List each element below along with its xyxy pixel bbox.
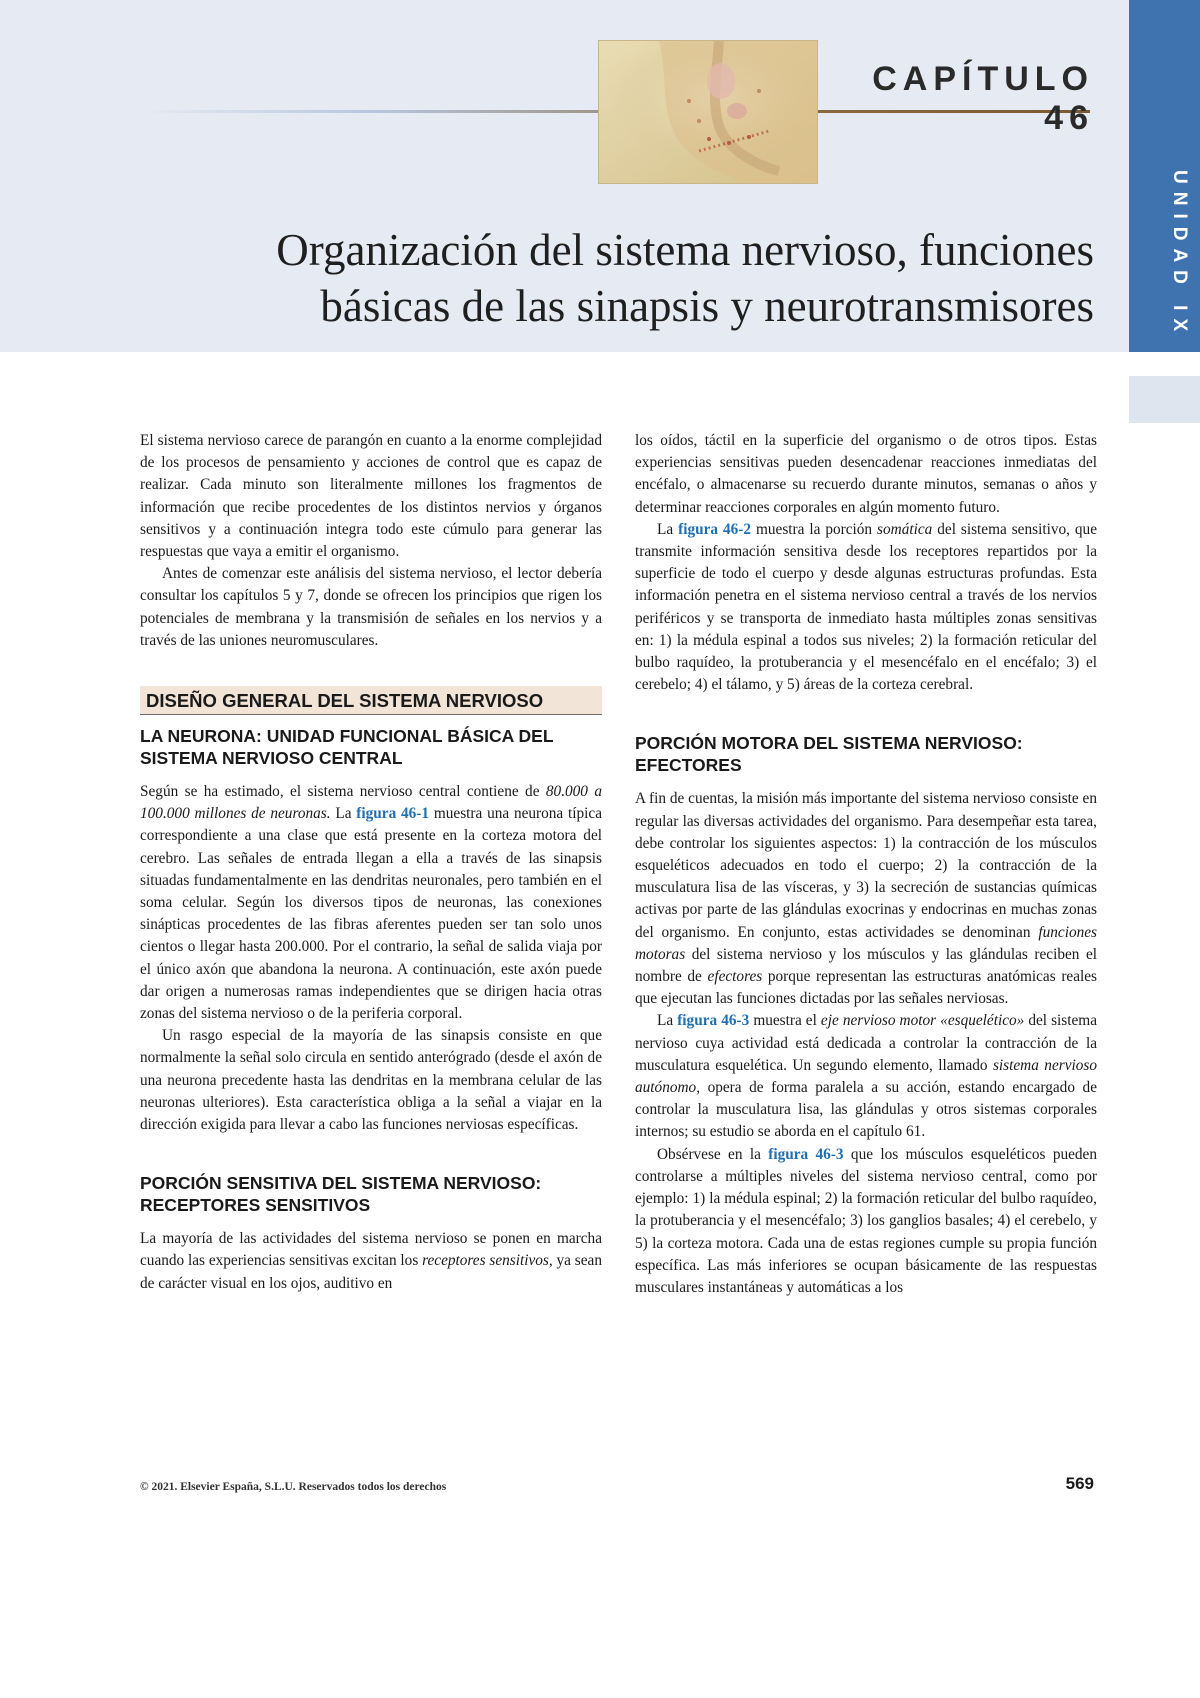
chapter-title-line1: Organización del sistema nervioso, funciones <box>276 225 1094 275</box>
text-run: La mayoría de las actividades del sistema nervioso se ponen en marcha cuando las experiencias sensitivas excitan los <box>140 1230 602 1270</box>
motora-paragraph-3 <box>635 1144 1097 1299</box>
synapse-illustration <box>599 41 817 183</box>
text-run: muestra la porción <box>751 520 878 538</box>
unit-tab-label: UNIDAD IX <box>1169 170 1190 340</box>
chapter-title <box>160 222 1094 334</box>
motora-paragraph-1 <box>635 788 1097 1010</box>
chapter-number: CAPÍTULO 46 <box>872 60 1094 137</box>
motora-paragraph-2 <box>635 1010 1097 1143</box>
subsection-heading-neurona: LA NEURONA: UNIDAD FUNCIONAL BÁSICA DEL SISTEMA NERVIOSO CENTRAL <box>140 726 554 769</box>
text-run: del sistema sensitivo, que transmite información sensitiva desde los receptores repartidos por la superficie de todo el cuerpo y desde algunas estructuras profundas. Esta información penetra en el sistema nervioso central a través de los nervios periféricos y se transporta de inmediato hasta múltiples zonas sensitivas en: 1) la médula espinal a todos sus niveles; 2) la formación reticular del bulbo raquídeo, la protuberancia y el mesencéfalo en el encéfalo; 3) el cerebelo; 4) el tálamo, y 5) áreas de la corteza cerebral. <box>635 520 1097 694</box>
text-run: La <box>330 805 357 823</box>
chapter-illustration <box>598 40 818 184</box>
text-run: porque representan las estructuras anatómicas reales que ejecutan las funciones dictadas por las señales nerviosas. <box>635 968 1097 1008</box>
chapter-title-line2: básicas de las sinapsis y neurotransmisores <box>320 281 1094 331</box>
page-number: 569 <box>1065 1474 1094 1493</box>
emphasis-text: eje nervioso motor «esquelético» <box>820 1012 1025 1030</box>
text-run: La <box>657 520 679 538</box>
figure-link-46-1[interactable]: figura 46-1 <box>356 805 430 823</box>
text-run: Según se ha estimado, el sistema nervioso central contiene de <box>140 783 546 801</box>
left-column <box>140 430 602 1295</box>
text-run: A fin de cuentas, la misión más importante del sistema nervioso consiste en regular las diversas actividades del organismo. Para desempeñar esta tarea, debe controlar los siguientes aspectos: 1) la contracción de los músculos esqueléticos adecuados en todo el cuerpo; 2) la contracción de la musculatura lisa de las vísceras, y 3) la secreción de sustancias químicas activas por parte de las glándulas exocrinas y endocrinas en muchas zonas del organismo. En conjunto, estas actividades se denominan <box>635 790 1097 941</box>
right-column <box>635 430 1097 1299</box>
sensitiva-paragraph-1 <box>140 1228 602 1295</box>
text-run: del sistema nervioso cuya actividad está dedicada a controlar la contracción de la musculatura esquelética. Un segundo elemento, llamado <box>635 1012 1097 1074</box>
figure-link-46-2[interactable]: figura 46-2 <box>678 520 752 538</box>
intro-paragraph-2: Antes de comenzar este análisis del sistema nervioso, el lector debería consultar los capítulos 5 y 7, donde se ofrecen los principios que rigen los potenciales de membrana y la transmisión de señales en los nervios y a través de las uniones neuromusculares. <box>140 565 602 649</box>
emphasis-text: 80.000 a 100.000 millones de neuronas. <box>140 783 602 823</box>
text-run: ya sean de carácter visual en los ojos, auditivo en <box>140 1252 602 1292</box>
sensitiva-paragraph-continued: los oídos, táctil en la superficie del organismo o de otros tipos. Estas experiencias sensitivas pueden desencadenar reacciones inmediatas del encéfalo, o almacenarse su recuerdo durante minutos, semanas o años y determinar reacciones corporales en algún momento futuro. <box>635 432 1097 516</box>
section-heading-box <box>140 686 602 715</box>
text-run: del sistema nervioso y los músculos y las glándulas reciben el nombre de <box>635 945 1097 986</box>
intro-paragraph-1: El sistema nervioso carece de parangón en cuanto a la enorme complejidad de los procesos de pensamiento y acciones de control que es capaz de realizar. Cada minuto son literalmente millones los fragmentos de información que recibe procedentes de los distintos nervios y órganos sensitivos y a continuación integra todo este cúmulo para generar las respuestas que vaya a emitir el organismo. <box>140 432 602 561</box>
text-run: muestra el <box>749 1012 821 1030</box>
subsection-heading-motora: PORCIÓN MOTORA DEL SISTEMA NERVIOSO: EFECTORES <box>635 733 1023 776</box>
emphasis-text: efectores <box>707 968 763 986</box>
copyright-notice: © 2021. Elsevier España, S.L.U. Reservados todos los derechos <box>140 1481 447 1493</box>
emphasis-text: somática <box>877 520 933 538</box>
text-run: opera de forma paralela a su acción, estando encargado de controlar la musculatura lisa, las glándulas y otros sistemas corporales internos; su estudio se aborda en el capítulo 61. <box>635 1079 1097 1141</box>
somatic-paragraph <box>635 519 1097 697</box>
text-run: muestra una neurona típica correspondiente a una clase que está presente en la corteza motora del cerebro. Las señales de entrada llegan a ella a través de las sinapsis situadas fundamentalmente en las dendritas neuronales, pero también en el soma celular. Según los diversos tipos de neuronas, las conexiones sinápticas procedentes de las fibras aferentes pueden ser tan solo unos cientos o llegar hasta 200.000. Por el contrario, la señal de salida viaja por el único axón que abandona la neurona. A continuación, este axón puede dar origen a numerosas ramas independientes que se dirigen hacia otras zonas del sistema nervioso o de la periferia corporal. <box>140 805 602 1023</box>
neurona-paragraph-1 <box>140 781 602 1025</box>
subsection-heading-sensitiva: PORCIÓN SENSITIVA DEL SISTEMA NERVIOSO: RECEPTORES SENSITIVOS <box>140 1173 542 1216</box>
figure-link-46-3[interactable]: figura 46-3 <box>677 1012 750 1030</box>
section-heading: DISEÑO GENERAL DEL SISTEMA NERVIOSO <box>146 690 544 712</box>
text-run: Obsérvese en la <box>657 1145 769 1163</box>
emphasis-text: sistema nervioso autónomo, <box>635 1056 1097 1097</box>
emphasis-text: funciones motoras <box>635 923 1097 963</box>
neurona-paragraph-2: Un rasgo especial de la mayoría de las sinapsis consiste en que normalmente la señal solo circula en sentido anterógrado (desde el axón de una neurona precedente hasta las dendritas en la membrana celular de las neuronas ulteriores). Esta característica obliga a la señal a viajar en la dirección exigida para llevar a cabo las funciones nerviosas específicas. <box>140 1027 602 1134</box>
figure-link-46-3-second[interactable]: figura 46-3 <box>768 1145 844 1163</box>
side-marker <box>1129 376 1200 423</box>
text-run: que los músculos esqueléticos pueden controlarse a múltiples niveles del sistema nervioso central, como por ejemplo: 1) la médula espinal; 2) la formación reticular del bulbo raquídeo, la protuberancia y el mesencéfalo; 3) los ganglios basales; 4) el cerebelo, y 5) la corteza motora. Cada una de estas regiones cumple su propia función específica. Las más inferiores se ocupan básicamente de las respuestas musculares instantáneas y automáticas a los <box>635 1145 1097 1296</box>
text-run: La <box>657 1012 678 1030</box>
emphasis-text: receptores sensitivos, <box>422 1252 553 1270</box>
